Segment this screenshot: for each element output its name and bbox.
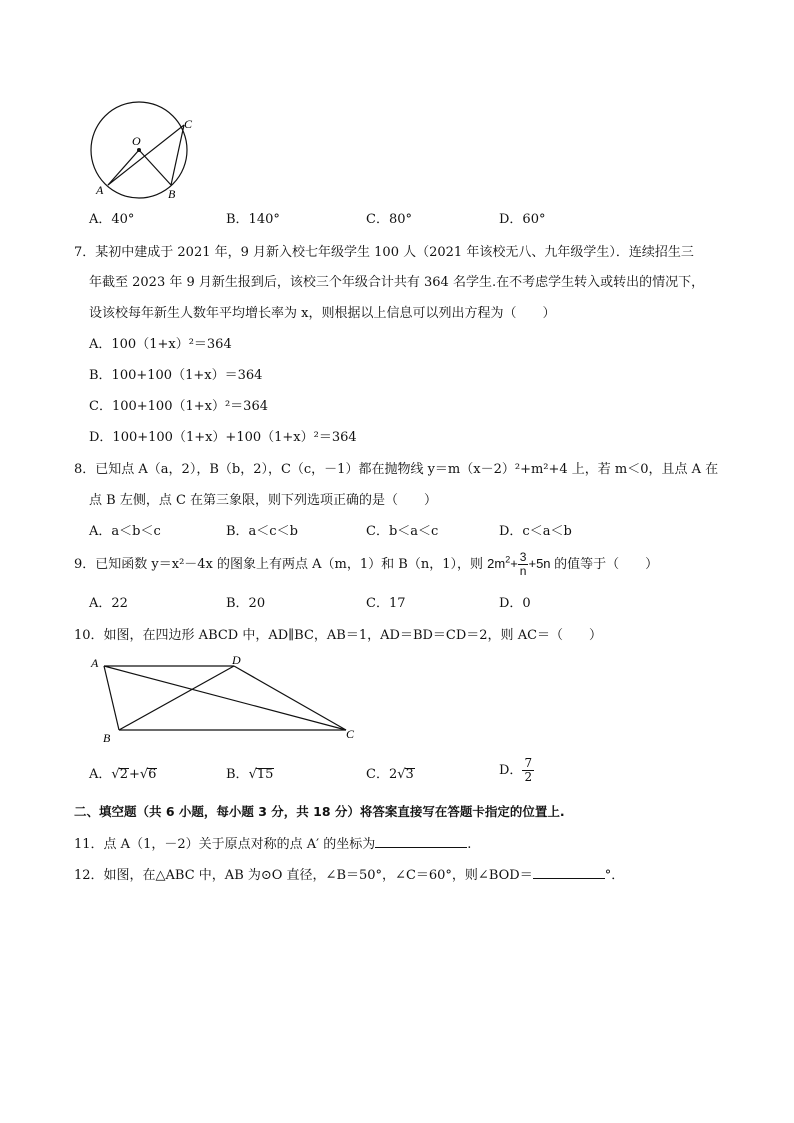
- label-d: D: [232, 653, 241, 667]
- q10-option-d-prefix: D．: [499, 763, 523, 778]
- q8-option-c: C．b＜a＜c: [366, 524, 439, 539]
- q10-option-b-prefix: B．: [226, 767, 249, 782]
- q6-option-c: C．80°: [366, 212, 412, 227]
- q9-option-d: D．0: [499, 596, 531, 611]
- label-a: A: [91, 656, 99, 670]
- q11-end: .: [467, 837, 472, 852]
- q7-option-d: D．100+100（1+x）+100（1+x）²＝364: [89, 430, 357, 445]
- q9-stem: [74, 551, 658, 578]
- q7-stem-line3: 设该校每年新生人数年平均增长率为 x，则根据以上信息可以列出方程为（ ）: [89, 306, 556, 321]
- label-c: C: [346, 727, 355, 741]
- q10-option-c-coef: 2: [388, 767, 398, 782]
- q10-option-d-den: 2: [524, 770, 533, 784]
- q10-option-a-root2: 6: [148, 767, 157, 782]
- segment-oa: [108, 150, 139, 185]
- q9-stem-after: 的值等于（ ）: [554, 556, 659, 572]
- q8-option-d: D．c＜a＜b: [499, 524, 572, 539]
- q8-option-b: B．a＜c＜b: [226, 524, 298, 539]
- q10-option-d: [499, 757, 534, 784]
- q10-option-c: C．2√3: [366, 767, 414, 782]
- label-a: A: [96, 183, 104, 197]
- q9-option-a: A．22: [89, 596, 128, 611]
- q7-stem-line1: 7．某初中建成于 2021 年，9 月新入校七年级学生 100 人（2021 年该校无八、九年级学生）．连续招生三: [74, 245, 694, 260]
- segment-ab: [104, 666, 119, 730]
- q7-option-c: C．100+100（1+x）²＝364: [89, 399, 268, 414]
- q12-text: 12．如图，在△ABC 中，AB 为⊙O 直径，∠B＝50°，∠C＝60°，则∠BOD＝: [74, 868, 533, 883]
- q12-stem: [74, 864, 624, 883]
- q10-option-a-prefix: A．: [89, 767, 112, 782]
- q8-stem-line1: 8．已知点 A（a，2），B（b，2），C（c，－1）都在抛物线 y＝m（x－2）²+m²+4 上，若 m＜0，且点 A 在: [74, 462, 719, 477]
- q10-option-d-num: 7: [524, 756, 533, 770]
- q6-option-b: B．140°: [226, 212, 280, 227]
- q9-option-c: C．17: [366, 596, 406, 611]
- q10-option-a-root1: 2: [119, 767, 128, 782]
- q9-expr-2m: 2m: [487, 555, 506, 571]
- q9-expr-plus: +: [510, 555, 518, 571]
- q9-frac-den: n: [519, 564, 527, 578]
- q8-option-a: A．a＜b＜c: [89, 524, 161, 539]
- q9-expr-sup: 2: [505, 554, 511, 565]
- center-dot: [137, 148, 141, 152]
- q10-option-b-root: 15: [256, 767, 274, 782]
- label-b: B: [168, 187, 176, 201]
- segment-ob: [139, 150, 171, 185]
- q9-expression: [487, 550, 554, 578]
- q9-fraction: [518, 551, 529, 578]
- q7-stem-line2: 年截至 2023 年 9 月新生报到后，该校三个年级合计共有 364 名学生.在不考虑学生转入或转出的情况下，: [89, 275, 705, 290]
- q12-end: °．: [604, 868, 625, 883]
- segment-dc: [234, 666, 346, 730]
- label-c: C: [184, 117, 193, 131]
- q8-stem-line2: 点 B 左侧，点 C 在第三象限，则下列选项正确的是（ ）: [89, 493, 438, 508]
- q10-option-d-fraction: [522, 757, 534, 784]
- q12-answer-blank[interactable]: [533, 866, 605, 879]
- q10-option-c-prefix: C．: [366, 767, 389, 782]
- q10-quadrilateral-figure: [86, 652, 361, 747]
- label-o: O: [132, 134, 141, 148]
- segment-ac: [104, 666, 346, 730]
- section-2-heading: 二、填空题（共 6 小题，每小题 3 分，共 18 分）将答案直接写在答题卡指定的位置上.: [74, 804, 565, 819]
- q9-expr-tail: +5n: [528, 555, 551, 571]
- q7-option-b: B．100+100（1+x）＝364: [89, 368, 263, 383]
- q10-option-a: A．√2+√6: [89, 767, 157, 782]
- q9-option-b: B．20: [226, 596, 266, 611]
- q6-circle-figure: [80, 98, 210, 202]
- q9-stem-before: 9．已知函数 y＝x²－4x 的图象上有两点 A（m，1）和 B（n，1），则: [74, 556, 483, 572]
- q10-stem: 10．如图，在四边形 ABCD 中，AD∥BC，AB＝1，AD＝BD＝CD＝2，则 AC＝（ ）: [74, 628, 603, 643]
- q6-option-a: A．40°: [89, 212, 135, 227]
- q11-answer-blank[interactable]: [375, 835, 467, 848]
- q10-option-b: B．√15: [226, 767, 274, 782]
- label-b: B: [103, 731, 111, 745]
- q9-frac-num: 3: [519, 550, 527, 564]
- q10-option-a-plus: +: [128, 767, 140, 782]
- q7-option-a: A．100（1+x）²＝364: [89, 337, 232, 352]
- q11-text: 11．点 A（1，－2）关于原点对称的点 A′ 的坐标为: [74, 837, 376, 852]
- q11-stem: [74, 833, 471, 852]
- q6-option-d: D．60°: [499, 212, 546, 227]
- q10-option-c-root: 3: [405, 767, 414, 782]
- segment-bd: [119, 666, 234, 730]
